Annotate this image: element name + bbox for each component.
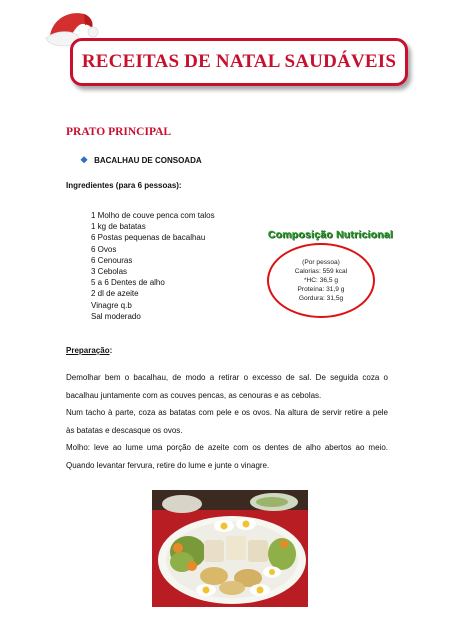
section-title: PRATO PRINCIPAL bbox=[66, 126, 172, 138]
ingredient-item: Vinagre q.b bbox=[91, 300, 132, 310]
ingredient-item: 1 Molho de couve penca com talos bbox=[91, 211, 215, 220]
ingredients-list bbox=[91, 210, 215, 322]
preparation-heading-colon: : bbox=[109, 346, 113, 355]
nutrition-circle bbox=[267, 243, 375, 318]
nutrition-line: Gordura: 31,5g bbox=[298, 295, 344, 302]
ingredients-heading: Ingredientes (para 6 pessoas): bbox=[66, 181, 182, 190]
nutrition-title: Composição Nutricional bbox=[268, 229, 394, 241]
preparation-paragraph: Num tacho à parte, coza as batatas com pele e os ovos. Na altura de servir retire a pele às batatas e descasque os ovos. bbox=[66, 408, 388, 435]
preparation-paragraph: Molho: leve ao lume uma porção de azeite com os dentes de alho abertos ao meio. Quando levantar fervura, retire do lume e junte o vinagre. bbox=[66, 443, 388, 470]
ingredient-item: 6 Ovos bbox=[91, 244, 117, 254]
ingredient-item: 6 Postas pequenas de bacalhau bbox=[91, 233, 206, 243]
nutrition-line: (Por pessoa) bbox=[302, 259, 340, 266]
preparation-heading bbox=[66, 346, 112, 355]
ingredient-item: 6 Cenouras bbox=[91, 255, 133, 265]
dish-photo bbox=[152, 490, 308, 607]
dish-heading bbox=[80, 155, 202, 166]
ingredient-item: 3 Cebolas bbox=[91, 267, 128, 277]
nutrition-line: Proteína: 31,9 g bbox=[297, 286, 345, 293]
diamond-bullet-icon: ❖ bbox=[80, 155, 89, 165]
dish-name: BACALHAU DE CONSOADA bbox=[94, 156, 202, 165]
page-title: RECEITAS DE NATAL SAUDÁVEIS bbox=[81, 51, 397, 72]
nutrition-line: Calorias: 559 kcal bbox=[294, 268, 348, 275]
preparation-body bbox=[66, 369, 388, 475]
ingredient-item: 5 a 6 Dentes de alho bbox=[91, 278, 165, 288]
preparation-paragraph: Demolhar bem o bacalhau, de modo a retirar o excesso de sal. De seguida coza o bacalhau juntamente com as couves pencas, as cenouras e as cebolas. bbox=[66, 373, 388, 400]
ingredient-item: Sal moderado bbox=[91, 311, 141, 321]
ingredient-item: 2 dl de azeite bbox=[91, 289, 139, 299]
ingredient-item: 1 kg de batatas bbox=[91, 222, 146, 232]
title-banner bbox=[70, 38, 408, 86]
nutrition-line: *HC: 36,5 g bbox=[303, 277, 339, 284]
preparation-heading-text: Preparação bbox=[66, 346, 110, 355]
